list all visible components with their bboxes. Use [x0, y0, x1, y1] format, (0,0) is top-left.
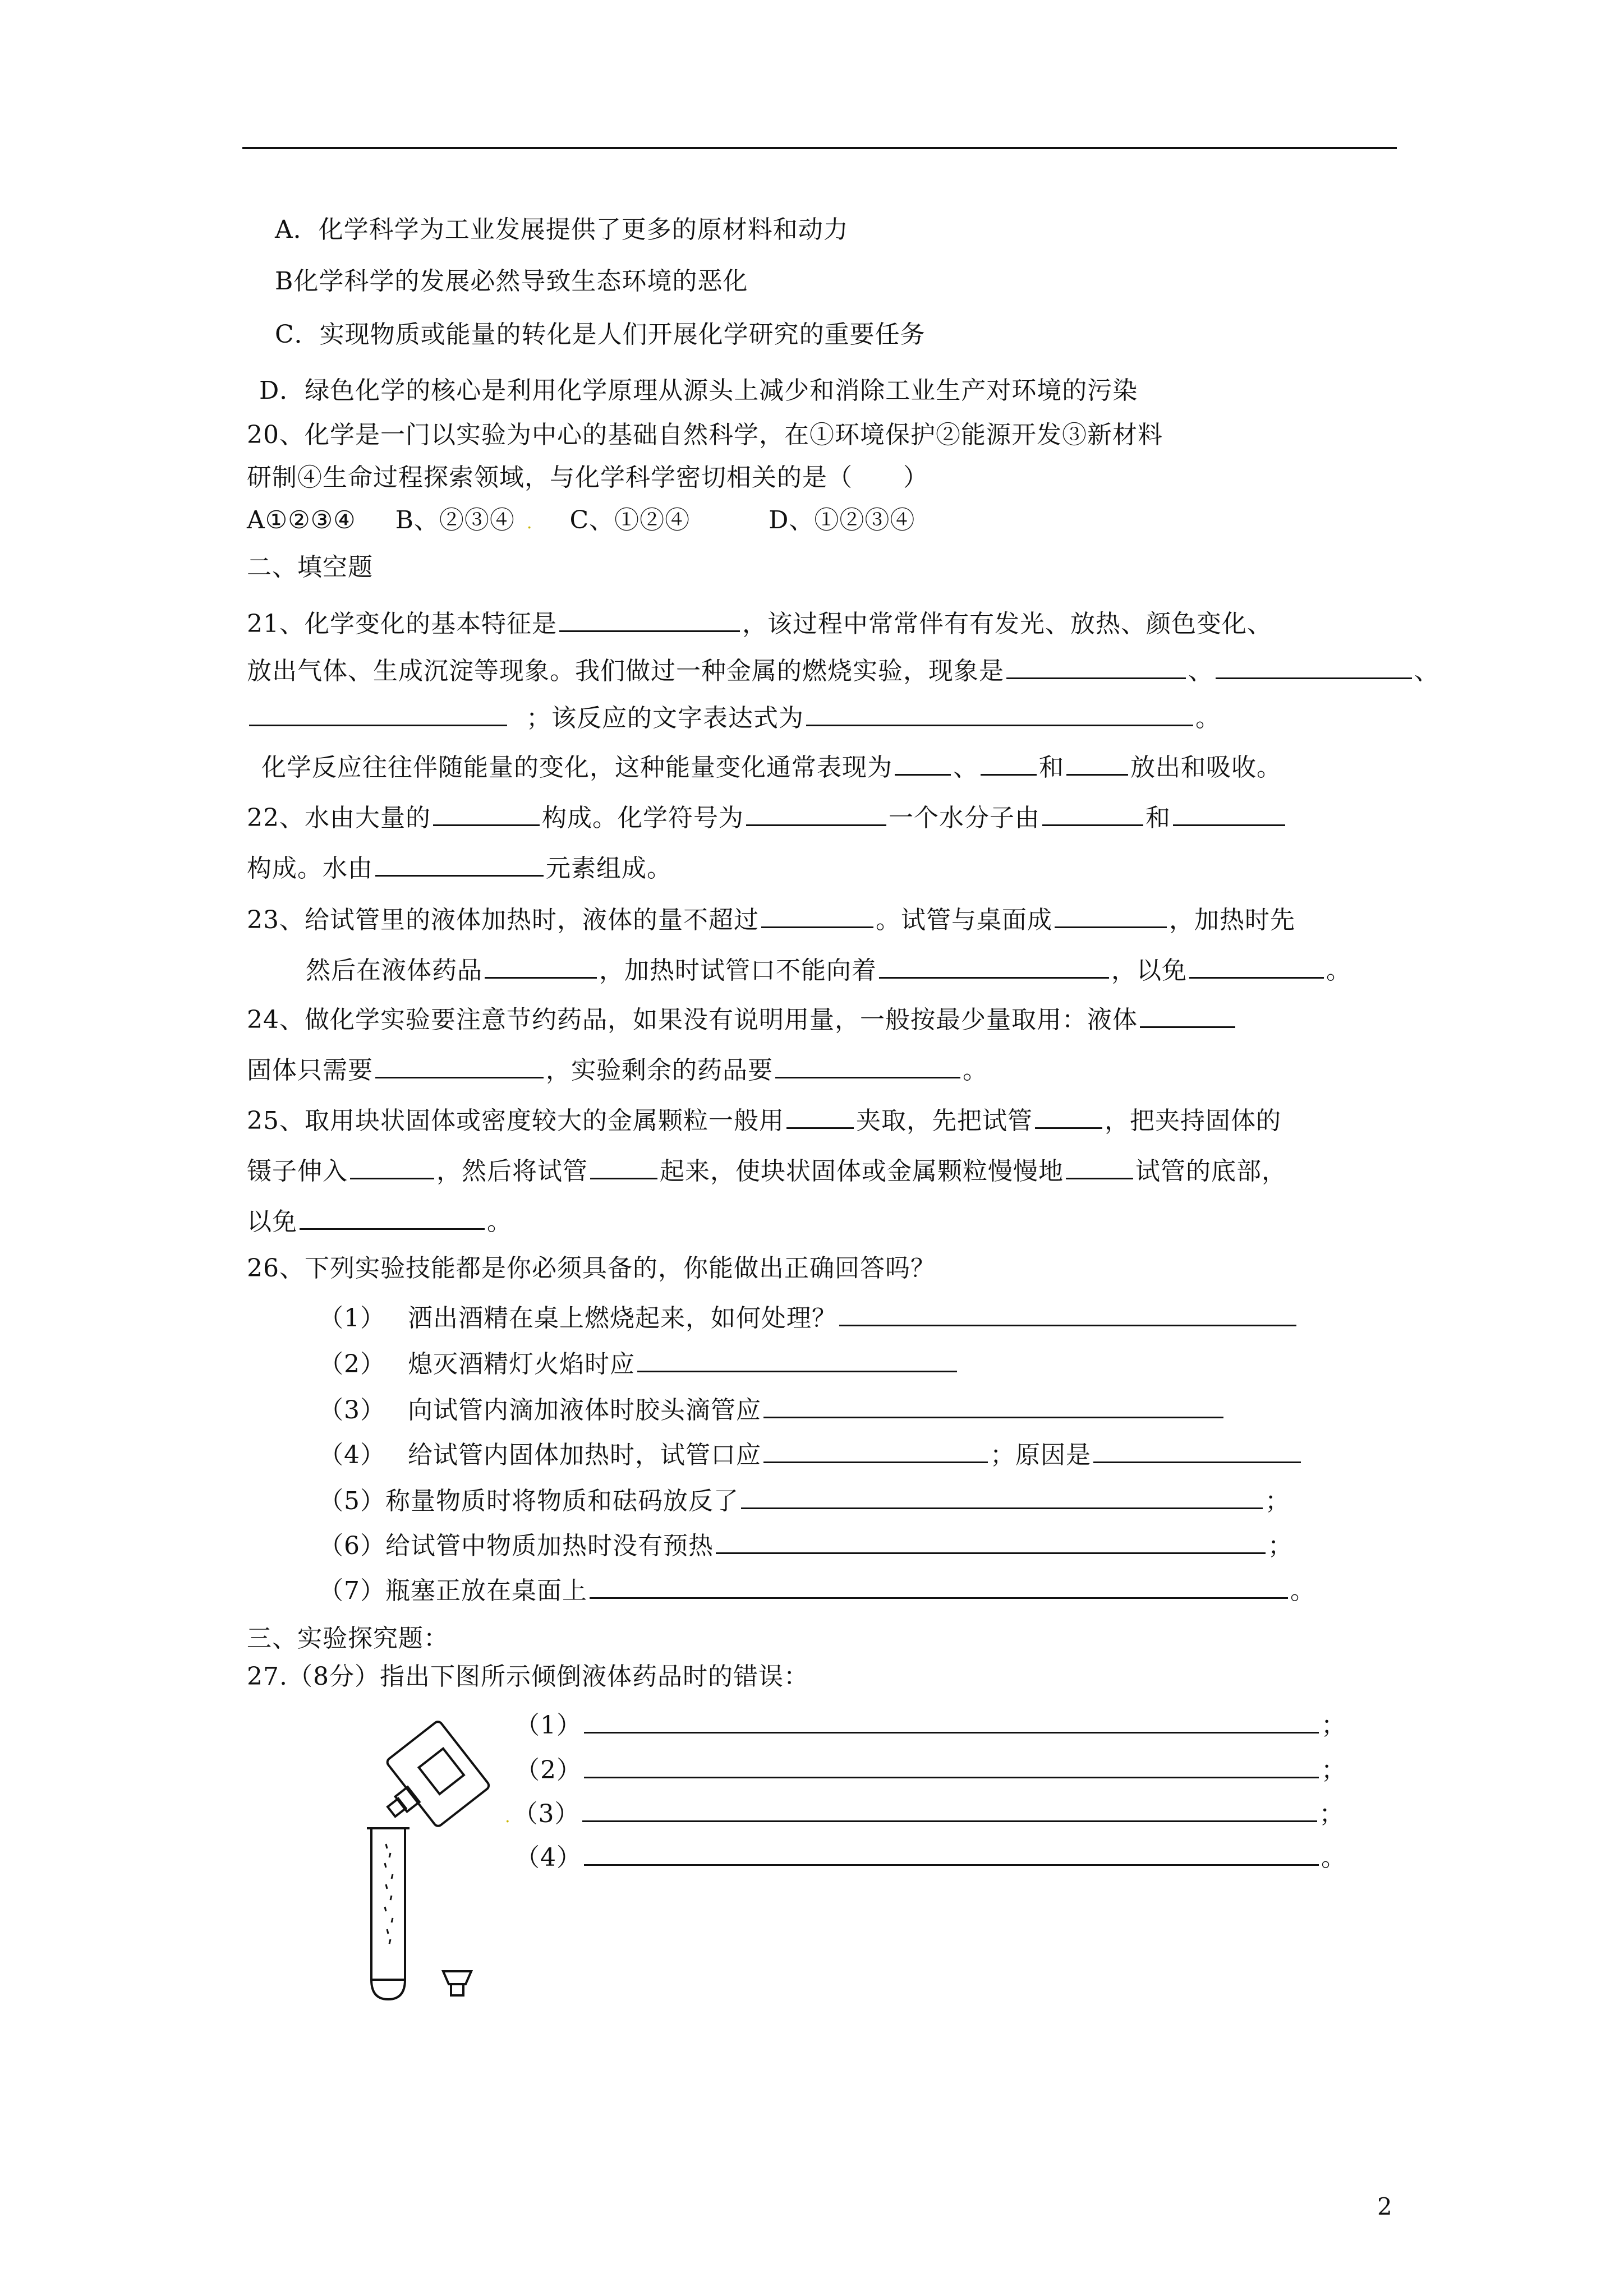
q24-blank-1[interactable]	[1140, 1004, 1235, 1028]
q25-text: 夹取，先把试管	[856, 1106, 1033, 1135]
q27-answer-1	[515, 1709, 1346, 1738]
item-text: 熄灭酒精灯火焰时应	[408, 1350, 635, 1378]
q21-blank-8[interactable]	[1066, 751, 1128, 776]
q21-text: 21、化学变化的基本特征是	[247, 610, 557, 638]
q22-text: 一个水分子由	[889, 804, 1040, 832]
section-2-title: 二、填空题	[247, 553, 373, 582]
q26-item-4	[319, 1439, 1303, 1468]
stray-dot: .	[526, 513, 533, 533]
q20-option-c: C、①②④	[569, 506, 691, 534]
item-text: 向试管内滴加液体时胶头滴管应	[408, 1396, 761, 1424]
q24-text: 24、做化学实验要注意节约药品，如果没有说明用量，一般按最少量取用：液体	[247, 1006, 1138, 1034]
q22-blank-2[interactable]	[746, 802, 886, 826]
punctuation: ；	[1321, 1756, 1346, 1785]
q23-text: 23、给试管里的液体加热时，液体的量不超过	[247, 906, 759, 934]
item-number: （3）	[319, 1396, 385, 1424]
page-number: 2	[1377, 2193, 1392, 2220]
q23-blank-5[interactable]	[1189, 955, 1324, 979]
q19-option-d: D．绿色化学的核心是利用化学原理从源头上减少和消除工业生产对环境的污染	[259, 376, 1138, 405]
q25-text: 镊子伸入	[247, 1157, 348, 1186]
q22-blank-1[interactable]	[433, 802, 540, 826]
q23-blank-1[interactable]	[761, 904, 873, 928]
q22-text: 22、水由大量的	[247, 804, 431, 832]
q27-answer-3	[505, 1798, 1345, 1827]
q20-option-d: D、①②③④	[769, 506, 915, 534]
q20-option-a: A①②③④	[247, 506, 356, 534]
punctuation: ；	[1265, 1487, 1290, 1515]
q27-title: 27.（8分）指出下图所示倾倒液体药品时的错误：	[247, 1662, 809, 1691]
q23-text: 。试管与桌面成	[876, 906, 1052, 934]
punctuation: ；	[1321, 1711, 1346, 1740]
q22-line-2	[247, 852, 672, 881]
q21-text: 、	[1188, 657, 1213, 685]
q26-blank-2[interactable]	[637, 1348, 957, 1372]
test-tube-icon	[367, 1828, 410, 1999]
q25-line-1	[247, 1105, 1281, 1133]
q21-text: 化学反应往往伴随能量的变化，这种能量变化通常表现为	[261, 753, 892, 782]
answer-number: （1）	[515, 1711, 582, 1740]
q23-text: ，加热时先	[1169, 906, 1295, 934]
q25-text: 。	[487, 1207, 512, 1236]
q26-item-1	[319, 1302, 1299, 1331]
q25-blank-1[interactable]	[786, 1105, 854, 1129]
q23-blank-4[interactable]	[879, 955, 1109, 979]
q20-option-b: B、②③④	[395, 506, 515, 534]
q25-blank-4[interactable]	[590, 1155, 657, 1179]
pouring-liquid-diagram	[353, 1716, 522, 2008]
q21-line-4	[261, 751, 1282, 780]
bottle-stopper-icon	[443, 1971, 471, 1995]
q24-text: 。	[963, 1056, 988, 1085]
q27-answer-2	[515, 1754, 1346, 1783]
q27-blank-4[interactable]	[584, 1842, 1319, 1866]
q22-text: 元素组成。	[546, 854, 672, 883]
q26-item-5	[319, 1485, 1290, 1514]
q23-text: ，加热时试管口不能向着	[599, 956, 877, 985]
q27-answer-4	[515, 1842, 1346, 1870]
q25-text: ，把夹持固体的	[1105, 1106, 1281, 1135]
q25-blank-2[interactable]	[1035, 1105, 1102, 1129]
item-number: （2）	[319, 1350, 385, 1378]
answer-number: （2）	[515, 1756, 582, 1785]
q25-text: 25、取用块状固体或密度较大的金属颗粒一般用	[247, 1106, 784, 1135]
q24-text: 固体只需要	[247, 1056, 373, 1085]
q24-line-1	[247, 1004, 1237, 1032]
q22-blank-4[interactable]	[1173, 802, 1285, 826]
q21-line-1	[247, 608, 1272, 637]
q22-line-1	[247, 802, 1287, 831]
q25-text: 试管的底部，	[1135, 1157, 1287, 1186]
q25-blank-6[interactable]	[300, 1206, 485, 1230]
q21-line-2	[247, 655, 1439, 684]
q22-text: 和	[1145, 804, 1171, 832]
q24-text: ，实验剩余的药品要	[546, 1056, 773, 1085]
q20-options	[247, 508, 915, 533]
item-text: （5）称量物质时将物质和砝码放反了	[319, 1487, 739, 1515]
q24-blank-3[interactable]	[775, 1054, 960, 1078]
item-text: （7）瓶塞正放在桌面上	[319, 1576, 587, 1605]
q22-text: 构成。水由	[247, 854, 373, 883]
q19-option-b: B化学科学的发展必然导致生态环境的恶化	[275, 267, 748, 296]
item-text: 洒出酒精在桌上燃烧起来，如何处理？	[408, 1304, 837, 1333]
punctuation: 。	[1321, 1843, 1346, 1872]
q20-line-2: 研制④生命过程探索领域，与化学科学密切相关的是（ ）	[247, 463, 928, 492]
q26-blank-5[interactable]	[1093, 1439, 1301, 1463]
answer-number: （3）	[513, 1800, 580, 1828]
q26-item-2	[319, 1348, 959, 1377]
reagent-bottle-icon	[365, 1720, 490, 1844]
q21-blank-2[interactable]	[1006, 655, 1186, 679]
q25-text: 以免	[247, 1207, 297, 1236]
q26-blank-6[interactable]	[741, 1485, 1263, 1509]
q26-blank-1[interactable]	[839, 1302, 1296, 1326]
section-3-title: 三、实验探究题：	[247, 1624, 449, 1653]
q26-blank-3[interactable]	[763, 1394, 1223, 1418]
q22-blank-3[interactable]	[1042, 802, 1143, 826]
q23-text: 。	[1326, 956, 1351, 985]
q22-text: 构成。化学符号为	[542, 804, 744, 832]
q27-blank-1[interactable]	[584, 1709, 1319, 1733]
q23-text: 然后在液体药品	[306, 956, 482, 985]
stray-dot: .	[505, 1807, 511, 1827]
q26-blank-8[interactable]	[590, 1575, 1288, 1599]
q21-text: 放出和吸收。	[1130, 753, 1282, 782]
q19-option-c: C．实现物质或能量的转化是人们开展化学研究的重要任务	[275, 320, 926, 349]
q23-text: ，以免	[1111, 956, 1187, 985]
q21-text: 。	[1195, 704, 1221, 732]
item-text: （6）给试管中物质加热时没有预热	[319, 1532, 714, 1560]
q26-blank-4[interactable]	[763, 1439, 988, 1463]
q21-line-3	[247, 702, 1221, 731]
punctuation: ；	[1319, 1800, 1345, 1828]
q26-item-6	[319, 1530, 1293, 1559]
q27-blank-2[interactable]	[584, 1754, 1319, 1778]
q26-title: 26、下列实验技能都是你必须具备的，你能做出正确回答吗？	[247, 1254, 936, 1283]
q21-text: 和	[1039, 753, 1064, 782]
q25-line-2	[247, 1155, 1287, 1184]
q25-text: 起来，使块状固体或金属颗粒慢慢地	[660, 1157, 1064, 1186]
q21-text: ，该过程中常常伴有有发光、放热、颜色变化、	[742, 610, 1272, 638]
q24-blank-2[interactable]	[375, 1054, 544, 1078]
q23-line-2	[306, 955, 1351, 983]
q23-blank-3[interactable]	[485, 955, 597, 979]
punctuation: ；	[1268, 1532, 1293, 1560]
q27-blank-3[interactable]	[582, 1798, 1317, 1822]
q20-line-1: 20、化学是一门以实验为中心的基础自然科学，在①环境保护②能源开发③新材料	[247, 421, 1163, 449]
q22-blank-5[interactable]	[375, 852, 544, 877]
q21-blank-5[interactable]	[806, 702, 1193, 726]
q23-line-1	[247, 904, 1295, 933]
q21-text: ；该反应的文字表达式为	[526, 704, 804, 732]
q25-blank-5[interactable]	[1066, 1155, 1133, 1179]
liquid-stream	[385, 1844, 393, 1944]
q25-blank-3[interactable]	[350, 1155, 434, 1179]
item-number: （4）	[319, 1441, 385, 1469]
q19-option-a: A．化学科学为工业发展提供了更多的原材料和动力	[275, 215, 849, 244]
header-rule	[242, 147, 1397, 149]
q21-blank-1[interactable]	[559, 608, 740, 632]
q25-text: ，然后将试管	[436, 1157, 588, 1186]
q23-blank-2[interactable]	[1055, 904, 1167, 928]
q26-item-7	[319, 1575, 1315, 1603]
q21-blank-4[interactable]	[249, 702, 507, 726]
q21-blank-7[interactable]	[981, 751, 1037, 776]
item-number: （1）	[319, 1304, 385, 1333]
q25-line-3	[247, 1206, 512, 1234]
q26-item-3	[319, 1394, 1226, 1423]
item-text: ；原因是	[990, 1441, 1091, 1469]
q21-text: 、	[953, 753, 978, 782]
punctuation: 。	[1290, 1576, 1315, 1605]
q24-line-2	[247, 1054, 988, 1083]
q26-blank-7[interactable]	[716, 1530, 1266, 1554]
q21-text: 放出气体、生成沉淀等现象。我们做过一种金属的燃烧实验，现象是	[247, 657, 1004, 685]
q21-text: 、	[1414, 657, 1439, 685]
q21-blank-6[interactable]	[895, 751, 951, 776]
answer-number: （4）	[515, 1843, 582, 1872]
item-text: 给试管内固体加热时，试管口应	[408, 1441, 761, 1469]
q21-blank-3[interactable]	[1216, 655, 1412, 679]
